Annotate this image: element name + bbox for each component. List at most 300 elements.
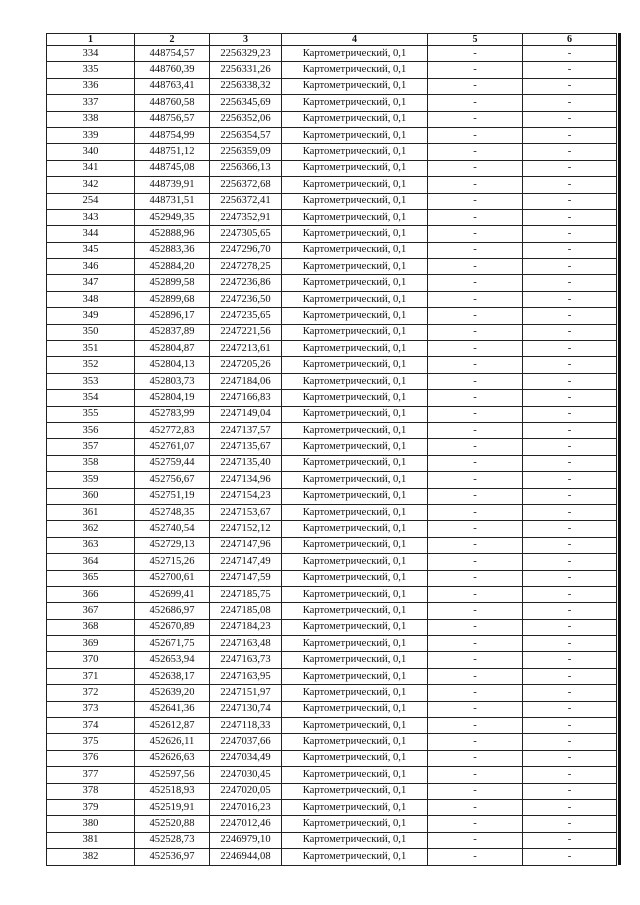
method-cell: Картометрический, 0,1 [282,127,428,143]
x-coordinate-cell: 452699,41 [135,586,210,602]
point-number-cell: 340 [47,144,135,160]
x-coordinate-cell: 452804,13 [135,357,210,373]
column-6-cell: - [523,127,617,143]
x-coordinate-cell: 448754,57 [135,46,210,62]
column-6-cell: - [523,619,617,635]
table-row [47,783,617,799]
column-5-cell: - [428,439,523,455]
point-number-cell: 382 [47,849,135,865]
column-6-cell: - [523,308,617,324]
y-coordinate-cell: 2247278,25 [210,259,282,275]
y-coordinate-cell: 2247166,83 [210,390,282,406]
x-coordinate-cell: 452751,19 [135,488,210,504]
method-cell: Картометрический, 0,1 [282,799,428,815]
y-coordinate-cell: 2247016,23 [210,799,282,815]
column-6-cell: - [523,849,617,865]
x-coordinate-cell: 452783,99 [135,406,210,422]
y-coordinate-cell: 2247151,97 [210,685,282,701]
y-coordinate-cell: 2247154,23 [210,488,282,504]
column-6-cell: - [523,652,617,668]
column-6-cell: - [523,78,617,94]
table-row [47,160,617,176]
x-coordinate-cell: 452518,93 [135,783,210,799]
column-6-cell: - [523,226,617,242]
column-6-cell: - [523,193,617,209]
y-coordinate-cell: 2247130,74 [210,701,282,717]
method-cell: Картометрический, 0,1 [282,242,428,258]
x-coordinate-cell: 452883,36 [135,242,210,258]
y-coordinate-cell: 2247352,91 [210,209,282,225]
column-5-cell: - [428,504,523,520]
y-coordinate-cell: 2247221,56 [210,324,282,340]
point-number-cell: 254 [47,193,135,209]
method-cell: Картометрический, 0,1 [282,406,428,422]
method-cell: Картометрический, 0,1 [282,62,428,78]
y-coordinate-cell: 2246979,10 [210,832,282,848]
table-row [47,144,617,160]
point-number-cell: 338 [47,111,135,127]
x-coordinate-cell: 452888,96 [135,226,210,242]
column-5-cell: - [428,275,523,291]
method-cell: Картометрический, 0,1 [282,160,428,176]
table-row [47,275,617,291]
table-row [47,291,617,307]
method-cell: Картометрический, 0,1 [282,193,428,209]
point-number-cell: 368 [47,619,135,635]
column-6-cell: - [523,701,617,717]
x-coordinate-cell: 452639,20 [135,685,210,701]
x-coordinate-cell: 452740,54 [135,521,210,537]
column-6-cell: - [523,242,617,258]
point-number-cell: 336 [47,78,135,94]
point-number-cell: 372 [47,685,135,701]
column-6-cell: - [523,259,617,275]
document-page [46,33,617,866]
column-5-cell: - [428,422,523,438]
point-number-cell: 360 [47,488,135,504]
y-coordinate-cell: 2246944,08 [210,849,282,865]
point-number-cell: 370 [47,652,135,668]
point-number-cell: 381 [47,832,135,848]
y-coordinate-cell: 2247305,65 [210,226,282,242]
point-number-cell: 369 [47,636,135,652]
column-5-cell: - [428,537,523,553]
point-number-cell: 352 [47,357,135,373]
x-coordinate-cell: 452804,87 [135,341,210,357]
x-coordinate-cell: 452686,97 [135,603,210,619]
x-coordinate-cell: 452528,73 [135,832,210,848]
column-5-cell: - [428,701,523,717]
y-coordinate-cell: 2247184,06 [210,373,282,389]
x-coordinate-cell: 452759,44 [135,455,210,471]
y-coordinate-cell: 2247296,70 [210,242,282,258]
y-coordinate-cell: 2247134,96 [210,472,282,488]
column-6-cell: - [523,177,617,193]
column-6-cell: - [523,324,617,340]
table-row [47,62,617,78]
table-row [47,504,617,520]
x-coordinate-cell: 452671,75 [135,636,210,652]
point-number-cell: 371 [47,668,135,684]
header-row [47,34,617,46]
x-coordinate-cell: 452653,94 [135,652,210,668]
x-coordinate-cell: 452520,88 [135,816,210,832]
method-cell: Картометрический, 0,1 [282,472,428,488]
method-cell: Картометрический, 0,1 [282,603,428,619]
method-cell: Картометрический, 0,1 [282,488,428,504]
method-cell: Картометрический, 0,1 [282,734,428,750]
table-row [47,849,617,865]
y-coordinate-cell: 2247147,49 [210,554,282,570]
column-6-cell: - [523,504,617,520]
point-number-cell: 364 [47,554,135,570]
method-cell: Картометрический, 0,1 [282,209,428,225]
table-row [47,472,617,488]
method-cell: Картометрический, 0,1 [282,783,428,799]
table-row [47,406,617,422]
x-coordinate-cell: 448754,99 [135,127,210,143]
table-row [47,750,617,766]
x-coordinate-cell: 452729,13 [135,537,210,553]
y-coordinate-cell: 2256366,13 [210,160,282,176]
point-number-cell: 342 [47,177,135,193]
table-row [47,46,617,62]
table-row [47,95,617,111]
table-row [47,455,617,471]
column-6-cell: - [523,341,617,357]
table-row [47,111,617,127]
method-cell: Картометрический, 0,1 [282,586,428,602]
page-edge-bar [618,33,621,865]
y-coordinate-cell: 2247147,59 [210,570,282,586]
y-coordinate-cell: 2256329,23 [210,46,282,62]
column-6-cell: - [523,832,617,848]
coordinates-table [46,33,617,866]
method-cell: Картометрический, 0,1 [282,521,428,537]
y-coordinate-cell: 2247147,96 [210,537,282,553]
table-row [47,341,617,357]
x-coordinate-cell: 448739,91 [135,177,210,193]
y-coordinate-cell: 2247037,66 [210,734,282,750]
method-cell: Картометрический, 0,1 [282,504,428,520]
y-coordinate-cell: 2247135,67 [210,439,282,455]
column-5-cell: - [428,636,523,652]
column-5-cell: - [428,521,523,537]
column-5-cell: - [428,111,523,127]
table-row [47,734,617,750]
column-5-cell: - [428,406,523,422]
column-6-cell: - [523,767,617,783]
method-cell: Картометрический, 0,1 [282,439,428,455]
point-number-cell: 379 [47,799,135,815]
column-5-cell: - [428,586,523,602]
x-coordinate-cell: 452899,68 [135,291,210,307]
method-cell: Картометрический, 0,1 [282,537,428,553]
table-row [47,78,617,94]
y-coordinate-cell: 2247012,46 [210,816,282,832]
method-cell: Картометрический, 0,1 [282,554,428,570]
method-cell: Картометрический, 0,1 [282,78,428,94]
table-row [47,718,617,734]
table-row [47,242,617,258]
point-number-cell: 344 [47,226,135,242]
column-5-cell: - [428,619,523,635]
x-coordinate-cell: 452597,56 [135,767,210,783]
point-number-cell: 374 [47,718,135,734]
column-5-cell: - [428,78,523,94]
point-number-cell: 348 [47,291,135,307]
column-6-cell: - [523,455,617,471]
x-coordinate-cell: 452772,83 [135,422,210,438]
y-coordinate-cell: 2247236,50 [210,291,282,307]
column-6-cell: - [523,668,617,684]
y-coordinate-cell: 2247034,49 [210,750,282,766]
column-5-cell: - [428,849,523,865]
table-row [47,390,617,406]
y-coordinate-cell: 2256372,41 [210,193,282,209]
column-5-cell: - [428,554,523,570]
column-5-cell: - [428,373,523,389]
y-coordinate-cell: 2256359,09 [210,144,282,160]
method-cell: Картометрический, 0,1 [282,341,428,357]
point-number-cell: 366 [47,586,135,602]
table-row [47,668,617,684]
point-number-cell: 351 [47,341,135,357]
column-6-cell: - [523,521,617,537]
y-coordinate-cell: 2256354,57 [210,127,282,143]
point-number-cell: 355 [47,406,135,422]
column-6-cell: - [523,570,617,586]
x-coordinate-cell: 452670,89 [135,619,210,635]
column-5-cell: - [428,127,523,143]
table-row [47,521,617,537]
method-cell: Картометрический, 0,1 [282,455,428,471]
column-5-cell: - [428,324,523,340]
header-cell: 1 [47,34,135,46]
method-cell: Картометрический, 0,1 [282,816,428,832]
method-cell: Картометрический, 0,1 [282,701,428,717]
table-row [47,685,617,701]
method-cell: Картометрический, 0,1 [282,652,428,668]
table-row [47,373,617,389]
y-coordinate-cell: 2247163,48 [210,636,282,652]
method-cell: Картометрический, 0,1 [282,668,428,684]
point-number-cell: 378 [47,783,135,799]
point-number-cell: 346 [47,259,135,275]
y-coordinate-cell: 2247205,26 [210,357,282,373]
column-5-cell: - [428,750,523,766]
column-5-cell: - [428,832,523,848]
point-number-cell: 337 [47,95,135,111]
column-5-cell: - [428,455,523,471]
table-row [47,701,617,717]
column-6-cell: - [523,718,617,734]
column-5-cell: - [428,144,523,160]
x-coordinate-cell: 452884,20 [135,259,210,275]
point-number-cell: 334 [47,46,135,62]
column-6-cell: - [523,422,617,438]
y-coordinate-cell: 2247163,95 [210,668,282,684]
point-number-cell: 339 [47,127,135,143]
method-cell: Картометрический, 0,1 [282,357,428,373]
column-6-cell: - [523,488,617,504]
method-cell: Картометрический, 0,1 [282,767,428,783]
x-coordinate-cell: 452641,36 [135,701,210,717]
y-coordinate-cell: 2247185,75 [210,586,282,602]
method-cell: Картометрический, 0,1 [282,390,428,406]
column-6-cell: - [523,275,617,291]
point-number-cell: 353 [47,373,135,389]
y-coordinate-cell: 2247153,67 [210,504,282,520]
column-6-cell: - [523,62,617,78]
table-row [47,226,617,242]
table-row [47,603,617,619]
column-6-cell: - [523,209,617,225]
y-coordinate-cell: 2247149,04 [210,406,282,422]
table-row [47,767,617,783]
table-row [47,537,617,553]
x-coordinate-cell: 452626,11 [135,734,210,750]
point-number-cell: 365 [47,570,135,586]
method-cell: Картометрический, 0,1 [282,685,428,701]
point-number-cell: 359 [47,472,135,488]
point-number-cell: 343 [47,209,135,225]
column-5-cell: - [428,46,523,62]
y-coordinate-cell: 2247163,73 [210,652,282,668]
point-number-cell: 363 [47,537,135,553]
column-5-cell: - [428,472,523,488]
table-row [47,799,617,815]
table-row [47,554,617,570]
column-5-cell: - [428,685,523,701]
column-5-cell: - [428,193,523,209]
column-5-cell: - [428,62,523,78]
column-5-cell: - [428,259,523,275]
method-cell: Картометрический, 0,1 [282,144,428,160]
column-5-cell: - [428,341,523,357]
column-6-cell: - [523,750,617,766]
point-number-cell: 377 [47,767,135,783]
x-coordinate-cell: 452748,35 [135,504,210,520]
point-number-cell: 341 [47,160,135,176]
column-5-cell: - [428,390,523,406]
column-5-cell: - [428,816,523,832]
table-row [47,308,617,324]
method-cell: Картометрический, 0,1 [282,308,428,324]
method-cell: Картометрический, 0,1 [282,750,428,766]
point-number-cell: 362 [47,521,135,537]
y-coordinate-cell: 2247236,86 [210,275,282,291]
point-number-cell: 354 [47,390,135,406]
point-number-cell: 335 [47,62,135,78]
column-5-cell: - [428,357,523,373]
column-6-cell: - [523,636,617,652]
column-5-cell: - [428,799,523,815]
column-5-cell: - [428,209,523,225]
method-cell: Картометрический, 0,1 [282,832,428,848]
method-cell: Картометрический, 0,1 [282,111,428,127]
x-coordinate-cell: 452626,63 [135,750,210,766]
y-coordinate-cell: 2247213,61 [210,341,282,357]
point-number-cell: 380 [47,816,135,832]
point-number-cell: 347 [47,275,135,291]
column-6-cell: - [523,554,617,570]
x-coordinate-cell: 452837,89 [135,324,210,340]
table-row [47,324,617,340]
x-coordinate-cell: 452715,26 [135,554,210,570]
x-coordinate-cell: 452756,67 [135,472,210,488]
table-row [47,619,617,635]
column-6-cell: - [523,734,617,750]
column-5-cell: - [428,177,523,193]
y-coordinate-cell: 2247118,33 [210,718,282,734]
x-coordinate-cell: 448760,39 [135,62,210,78]
column-5-cell: - [428,734,523,750]
table-row [47,422,617,438]
x-coordinate-cell: 448760,58 [135,95,210,111]
table-row [47,832,617,848]
y-coordinate-cell: 2247235,65 [210,308,282,324]
point-number-cell: 361 [47,504,135,520]
x-coordinate-cell: 452638,17 [135,668,210,684]
column-5-cell: - [428,95,523,111]
table-row [47,488,617,504]
method-cell: Картометрический, 0,1 [282,226,428,242]
point-number-cell: 373 [47,701,135,717]
method-cell: Картометрический, 0,1 [282,849,428,865]
x-coordinate-cell: 452803,73 [135,373,210,389]
x-coordinate-cell: 452896,17 [135,308,210,324]
table-row [47,177,617,193]
y-coordinate-cell: 2256352,06 [210,111,282,127]
x-coordinate-cell: 452536,97 [135,849,210,865]
point-number-cell: 367 [47,603,135,619]
x-coordinate-cell: 452519,91 [135,799,210,815]
column-6-cell: - [523,685,617,701]
column-5-cell: - [428,767,523,783]
point-number-cell: 358 [47,455,135,471]
y-coordinate-cell: 2256331,26 [210,62,282,78]
table-row [47,259,617,275]
table-row [47,193,617,209]
x-coordinate-cell: 452700,61 [135,570,210,586]
column-6-cell: - [523,144,617,160]
y-coordinate-cell: 2247137,57 [210,422,282,438]
table-row [47,209,617,225]
column-5-cell: - [428,783,523,799]
y-coordinate-cell: 2247030,45 [210,767,282,783]
table-row [47,636,617,652]
x-coordinate-cell: 448756,57 [135,111,210,127]
column-6-cell: - [523,111,617,127]
column-6-cell: - [523,439,617,455]
column-6-cell: - [523,406,617,422]
point-number-cell: 349 [47,308,135,324]
method-cell: Картометрический, 0,1 [282,259,428,275]
column-5-cell: - [428,668,523,684]
header-cell: 6 [523,34,617,46]
x-coordinate-cell: 452761,07 [135,439,210,455]
x-coordinate-cell: 452804,19 [135,390,210,406]
column-6-cell: - [523,799,617,815]
y-coordinate-cell: 2256372,68 [210,177,282,193]
x-coordinate-cell: 452949,35 [135,209,210,225]
column-6-cell: - [523,816,617,832]
column-6-cell: - [523,357,617,373]
y-coordinate-cell: 2247152,12 [210,521,282,537]
column-6-cell: - [523,390,617,406]
column-5-cell: - [428,570,523,586]
